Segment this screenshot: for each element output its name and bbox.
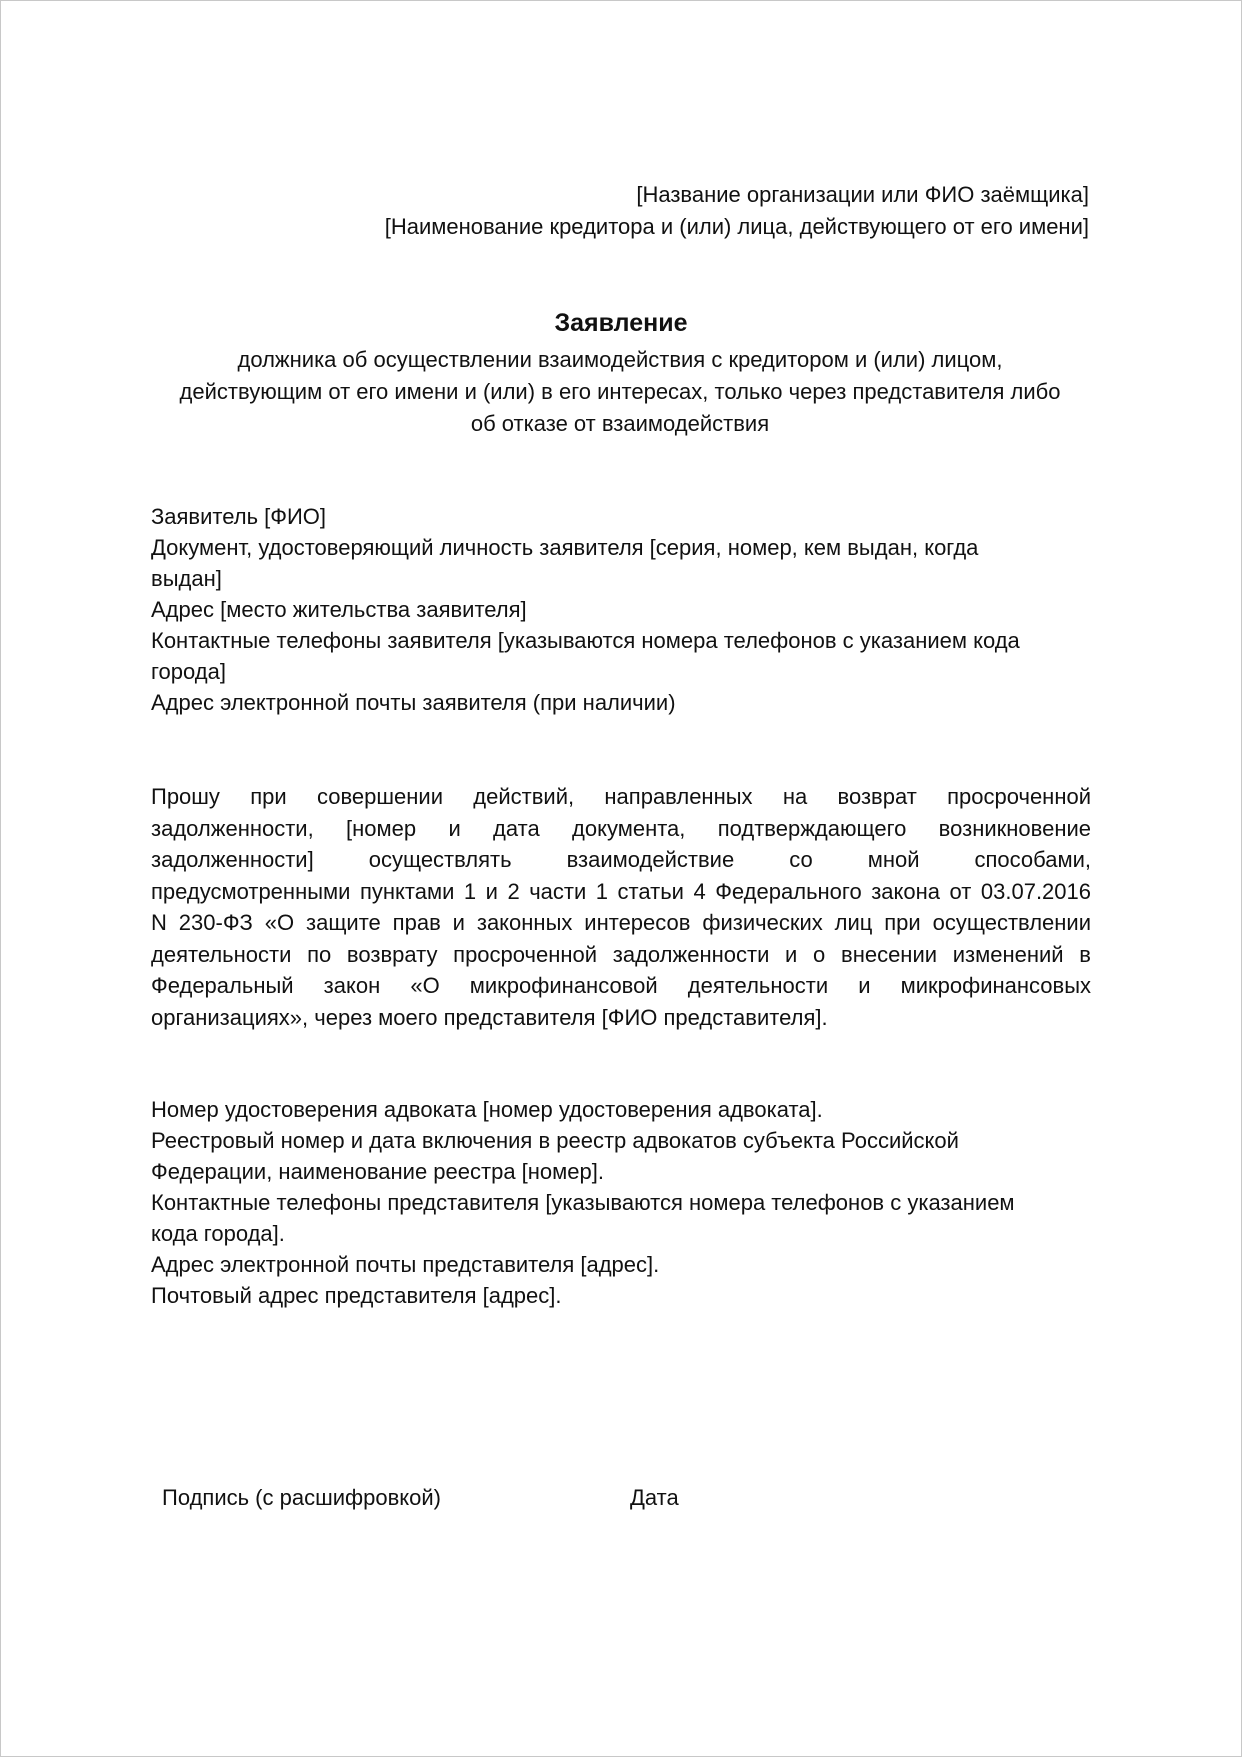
request-line: N 230-ФЗ «О защите прав и законных интересов физических лиц при осуществлении [151,910,1091,935]
request-line: Федеральный закон «О микрофинансовой деятельности и микрофинансовых [151,973,1091,998]
date-label: Дата [630,1485,679,1510]
subtitle-line: действующим от его имени и (или) в его интересах, только через представителя либо [179,379,1061,404]
document-title: Заявление [554,309,688,337]
applicant-email: Адрес электронной почты заявителя (при наличии) [151,690,676,715]
applicant-address: Адрес [место жительства заявителя] [151,597,527,622]
request-line: организациях», через моего представителя [ФИО представителя]. [151,1004,828,1030]
representative-phones-cont: кода города]. [151,1221,285,1246]
registry-number-cont: Федерации, наименование реестра [номер]. [151,1159,604,1184]
applicant-phones-cont: города] [151,659,226,684]
request-line: задолженности] осуществлять взаимодействие со мной способами, [151,847,1091,872]
representative-phones: Контактные телефоны представителя [указываются номера телефонов с указанием [151,1190,1015,1215]
representative-block [151,1094,1091,1311]
applicant-document: Документ, удостоверяющий личность заявителя [серия, номер, кем выдан, когда [151,535,979,560]
header-creditor: [Наименование кредитора и (или) лица, действующего от его имени] [384,214,1089,239]
lawyer-id-number: Номер удостоверения адвоката [номер удостоверения адвоката]. [151,1097,823,1122]
representative-email: Адрес электронной почты представителя [адрес]. [151,1252,660,1277]
representative-postal-address: Почтовый адрес представителя [адрес]. [151,1283,562,1308]
request-line: деятельности по возврату просроченной задолженности и о внесении изменений в [151,941,1091,967]
subtitle-line: об отказе от взаимодействия [470,411,770,436]
applicant-phones: Контактные телефоны заявителя [указываются номера телефонов с указанием кода [151,628,1020,653]
applicant-name: Заявитель [ФИО] [151,504,327,529]
applicant-block [151,501,1091,718]
request-paragraph [151,781,1091,1033]
request-line: задолженности, [номер и дата документа, подтверждающего возникновение [151,815,1091,841]
header-organization: [Название организации или ФИО заёмщика] [636,182,1089,207]
subtitle-line: должника об осуществлении взаимодействия с кредитором и (или) лицом, [237,347,1003,372]
registry-number: Реестровый номер и дата включения в реестр адвокатов субъекта Российской [151,1128,959,1153]
document-subtitle [151,344,1089,440]
request-line: Прошу при совершении действий, направленных на возврат просроченной [151,784,1091,809]
signature-label: Подпись (с расшифровкой) [162,1485,442,1510]
request-line: предусмотренными пунктами 1 и 2 части 1 статьи 4 Федерального закона от 03.07.2016 [151,878,1091,904]
applicant-document-cont: выдан] [151,566,222,591]
